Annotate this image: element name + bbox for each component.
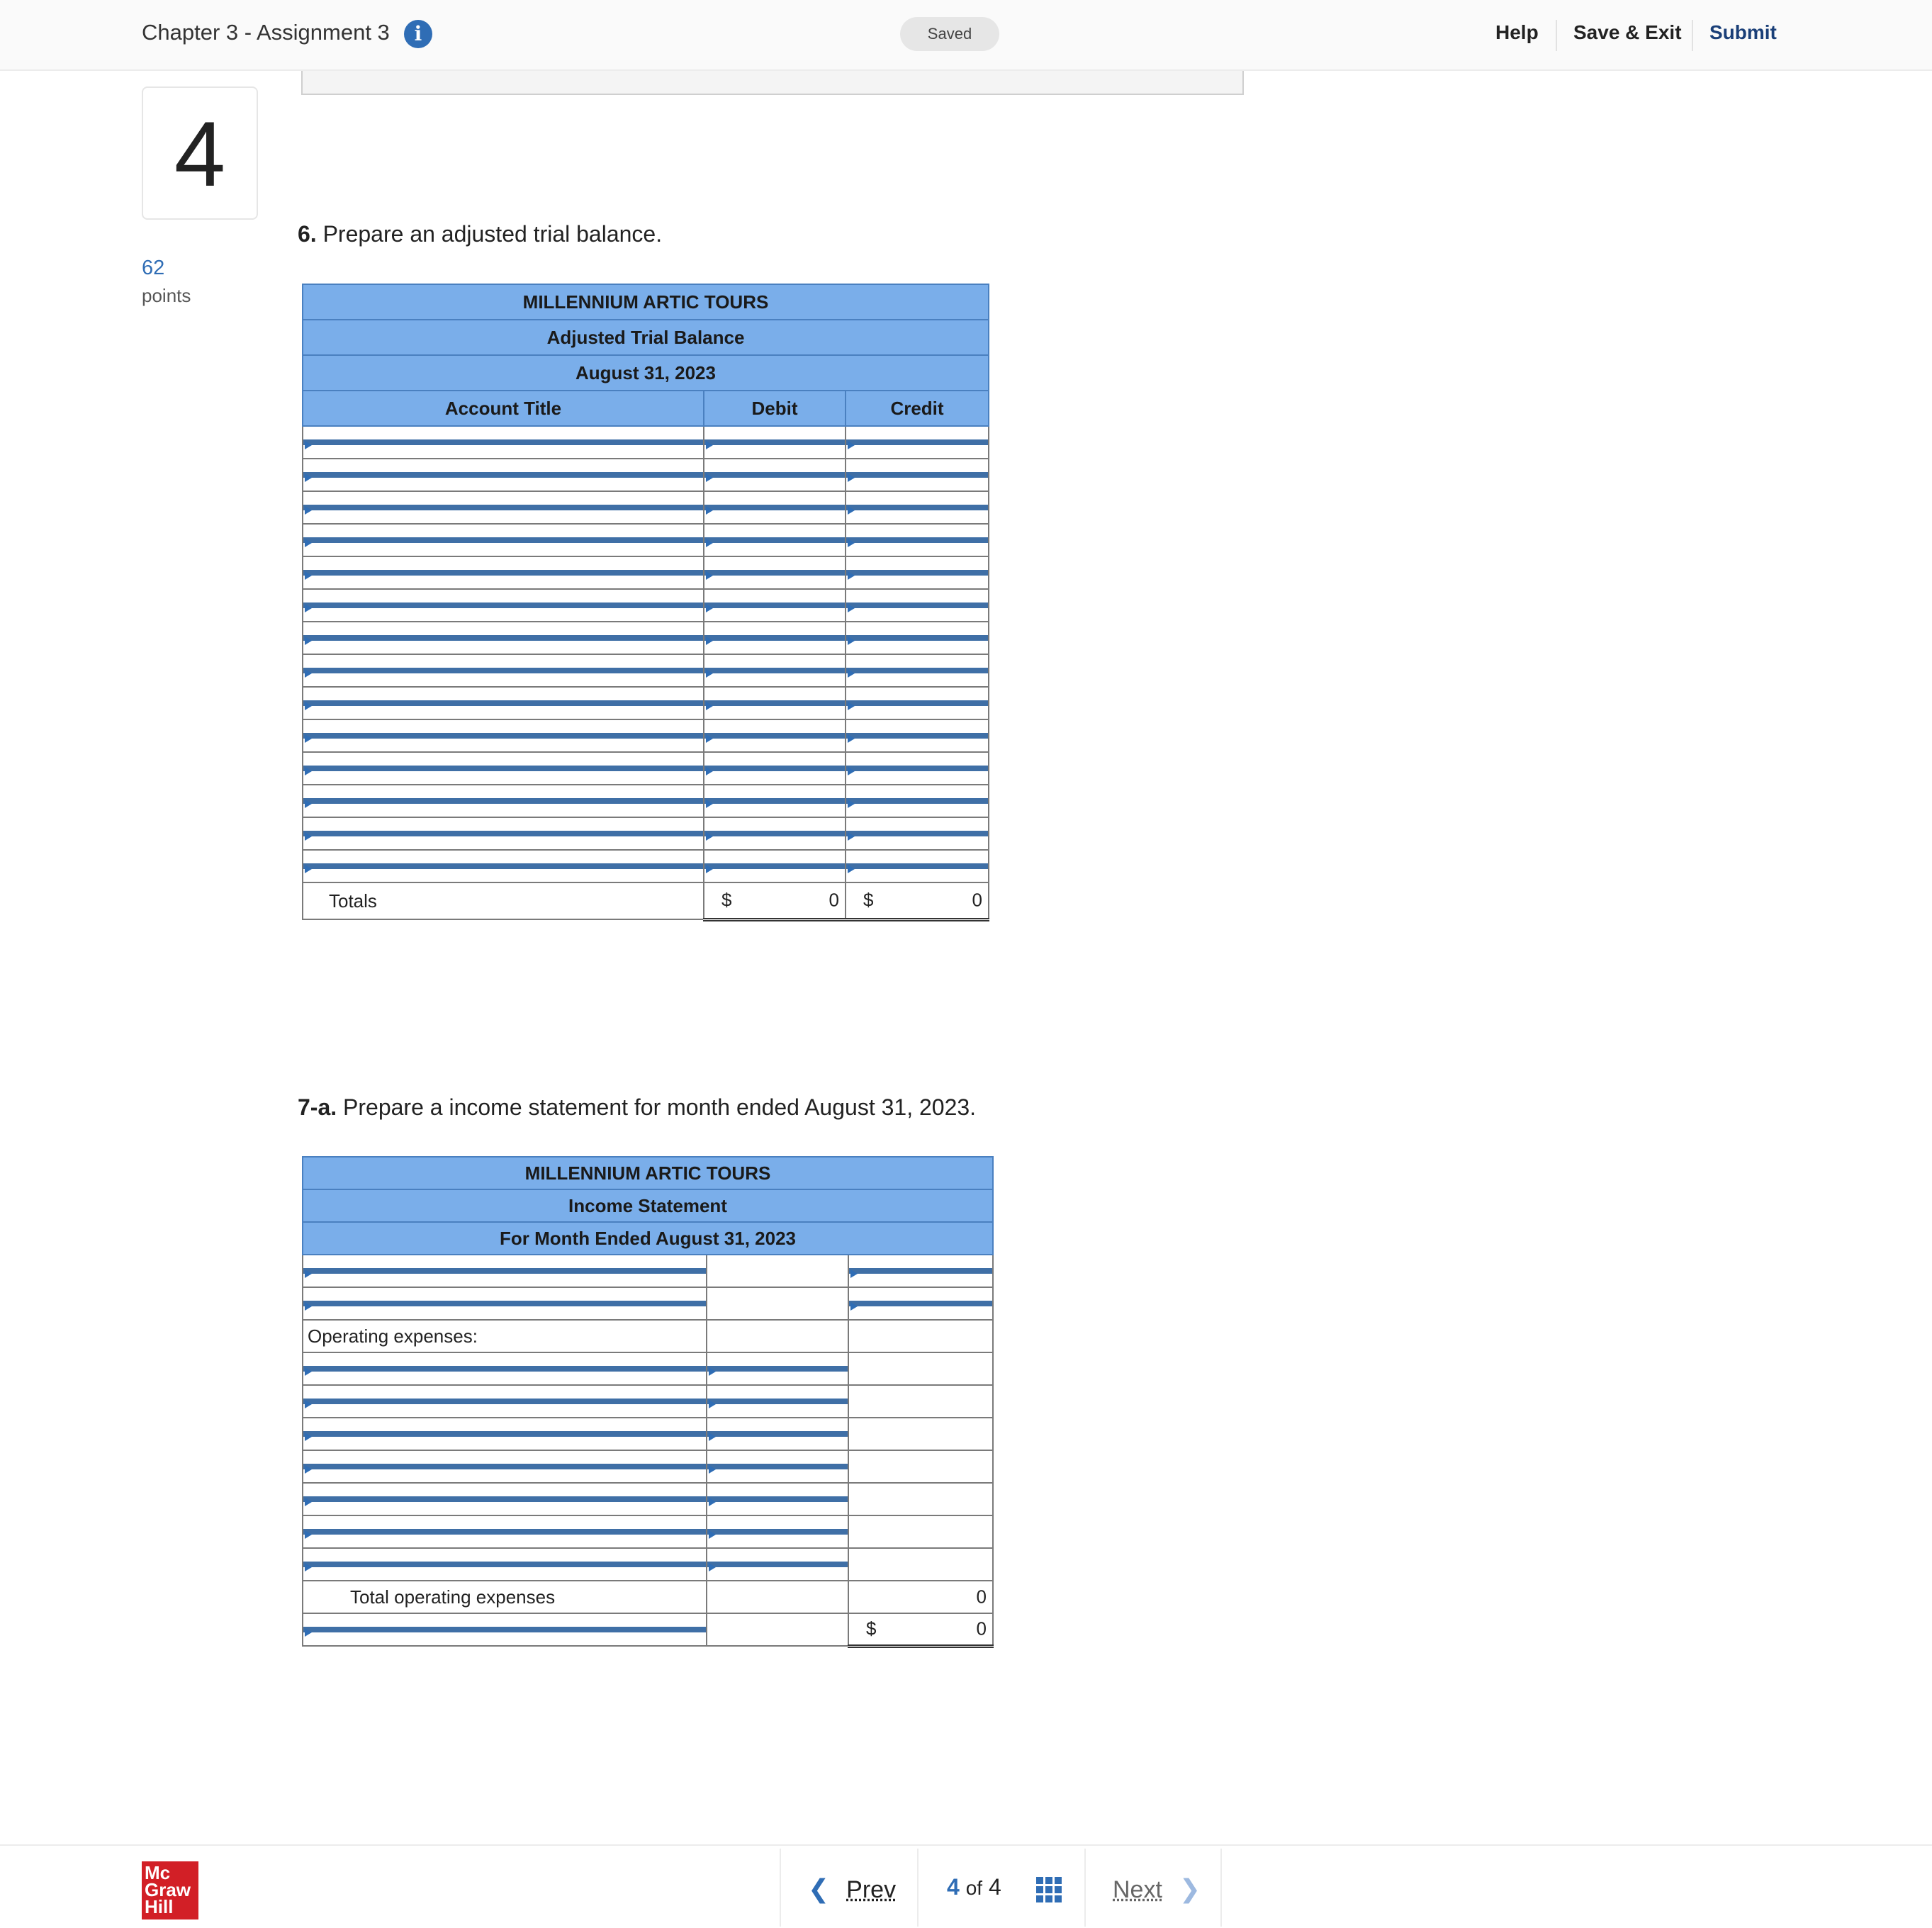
debit-input[interactable]	[704, 635, 845, 641]
expense-amount-input-cell	[707, 1385, 848, 1418]
account-title-input-cell	[303, 426, 704, 459]
debit-input[interactable]	[704, 602, 845, 608]
account-title-input[interactable]	[303, 537, 703, 543]
total-operating-expenses-value: 0	[976, 1586, 987, 1608]
account-title-input[interactable]	[303, 570, 703, 576]
empty-cell	[848, 1450, 993, 1483]
assignment-title: Chapter 3 - Assignment 3	[142, 20, 390, 45]
credit-input-cell	[846, 752, 989, 785]
credit-input-cell	[846, 459, 989, 491]
expense-title-input[interactable]	[303, 1496, 706, 1502]
debit-input[interactable]	[704, 570, 845, 576]
credit-input-cell	[846, 524, 989, 556]
table-row	[303, 1287, 993, 1320]
expense-amount-input-cell	[707, 1418, 848, 1450]
credit-input[interactable]	[846, 766, 988, 771]
expense-title-input-cell	[303, 1450, 707, 1483]
debit-input-cell	[704, 556, 846, 589]
account-title-input-cell	[303, 785, 704, 817]
account-title-input[interactable]	[303, 505, 703, 510]
table-row	[303, 1418, 993, 1450]
revenue-amount-input[interactable]	[849, 1268, 992, 1274]
net-income-label-input-cell	[303, 1613, 707, 1646]
submit-link[interactable]: Submit	[1709, 21, 1777, 43]
prev-button[interactable]	[808, 1874, 896, 1904]
credit-input[interactable]	[846, 831, 988, 836]
income-statement-table	[302, 1156, 994, 1648]
page-total: 4	[988, 1874, 1001, 1900]
net-income-currency: $	[866, 1618, 877, 1640]
col-account-title: Account Title	[303, 391, 704, 426]
credit-input[interactable]	[846, 668, 988, 673]
credit-input-cell	[846, 850, 989, 882]
logo-text: Hill	[145, 1896, 174, 1917]
debit-input-cell	[704, 459, 846, 491]
debit-input[interactable]	[704, 831, 845, 836]
expense-title-input-cell	[303, 1385, 707, 1418]
expense-amount-input-cell	[707, 1548, 848, 1581]
expense-amount-input-cell	[707, 1483, 848, 1515]
account-title-input-cell	[303, 589, 704, 622]
expense-amount-input[interactable]	[707, 1431, 848, 1437]
credit-input-cell	[846, 687, 989, 719]
credit-total: 0	[972, 889, 982, 911]
divider	[1220, 1849, 1222, 1927]
saved-status-badge: Saved	[900, 17, 999, 51]
empty-cell	[848, 1483, 993, 1515]
mcgraw-hill-logo	[142, 1861, 198, 1919]
adjusted-trial-balance-table	[302, 284, 989, 921]
table-row	[303, 1450, 993, 1483]
is-revenue-rows	[303, 1255, 993, 1320]
is-company-name: MILLENNIUM ARTIC TOURS	[303, 1157, 993, 1189]
empty-cell	[848, 1320, 993, 1352]
debit-input-cell	[704, 687, 846, 719]
expense-amount-input-cell	[707, 1515, 848, 1548]
account-title-input-cell	[303, 556, 704, 589]
table-row	[303, 1255, 993, 1287]
credit-input[interactable]	[846, 635, 988, 641]
account-title-input-cell	[303, 687, 704, 719]
next-label: Next	[1113, 1876, 1162, 1903]
debit-input[interactable]	[704, 439, 845, 445]
next-button[interactable]	[1113, 1874, 1201, 1904]
debit-input-cell	[704, 817, 846, 850]
tb-statement-title: Adjusted Trial Balance	[303, 320, 989, 355]
expense-amount-input[interactable]	[707, 1562, 848, 1567]
revenue-amount-input-cell	[848, 1255, 993, 1287]
account-title-input-cell	[303, 622, 704, 654]
expense-title-input-cell	[303, 1515, 707, 1548]
debit-input-cell	[704, 524, 846, 556]
help-link[interactable]: Help	[1495, 21, 1539, 43]
debit-input-cell	[704, 654, 846, 687]
credit-input[interactable]	[846, 505, 988, 510]
divider	[917, 1849, 919, 1927]
question-number: 4	[142, 86, 258, 220]
logo-text: Mc	[145, 1862, 171, 1883]
account-title-input[interactable]	[303, 733, 703, 739]
empty-cell	[707, 1581, 848, 1613]
account-title-input-cell	[303, 459, 704, 491]
debit-input[interactable]	[704, 537, 845, 543]
empty-cell	[707, 1255, 848, 1287]
is-statement-title: Income Statement	[303, 1189, 993, 1222]
account-title-input-cell	[303, 752, 704, 785]
account-title-input-cell	[303, 817, 704, 850]
credit-input-cell	[846, 785, 989, 817]
credit-input[interactable]	[846, 472, 988, 478]
expense-title-input[interactable]	[303, 1464, 706, 1469]
empty-cell	[848, 1385, 993, 1418]
chevron-right-icon: ❯	[1179, 1874, 1201, 1903]
debit-input[interactable]	[704, 798, 845, 804]
debit-input[interactable]	[704, 766, 845, 771]
debit-input-cell	[704, 719, 846, 752]
credit-input[interactable]	[846, 570, 988, 576]
part7a-prompt-text: Prepare a income statement for month ended August 31, 2023.	[337, 1094, 977, 1120]
table-row	[303, 654, 989, 687]
expense-title-input-cell	[303, 1418, 707, 1450]
expense-amount-input[interactable]	[707, 1464, 848, 1469]
table-row	[303, 1515, 993, 1548]
credit-input-cell	[846, 589, 989, 622]
revenue-title-input-cell	[303, 1287, 707, 1320]
credit-input[interactable]	[846, 602, 988, 608]
debit-input-cell	[704, 752, 846, 785]
account-title-input[interactable]	[303, 766, 703, 771]
account-title-input[interactable]	[303, 668, 703, 673]
account-title-input[interactable]	[303, 602, 703, 608]
debit-input-cell	[704, 589, 846, 622]
expense-amount-input[interactable]	[707, 1366, 848, 1372]
table-row	[303, 687, 989, 719]
expense-title-input[interactable]	[303, 1399, 706, 1404]
credit-input-cell	[846, 491, 989, 524]
account-title-input[interactable]	[303, 700, 703, 706]
debit-total: 0	[829, 889, 839, 911]
debit-input[interactable]	[704, 472, 845, 478]
expense-title-input[interactable]	[303, 1562, 706, 1567]
divider	[780, 1849, 781, 1927]
table-row	[303, 524, 989, 556]
table-row	[303, 817, 989, 850]
is-expense-rows	[303, 1352, 993, 1581]
account-title-input-cell	[303, 654, 704, 687]
grid-icon[interactable]	[1036, 1877, 1062, 1902]
page-current: 4	[947, 1874, 960, 1900]
account-title-input[interactable]	[303, 798, 703, 804]
divider	[1556, 20, 1557, 51]
revenue-title-input[interactable]	[303, 1268, 706, 1274]
chevron-left-icon: ❮	[808, 1874, 830, 1903]
expense-amount-input-cell	[707, 1352, 848, 1385]
table-row	[303, 426, 989, 459]
empty-cell	[848, 1418, 993, 1450]
empty-cell	[707, 1320, 848, 1352]
table-row	[303, 752, 989, 785]
account-title-input[interactable]	[303, 831, 703, 836]
table-row	[303, 1483, 993, 1515]
logo-text: Graw	[145, 1879, 191, 1900]
tb-input-rows	[303, 426, 989, 882]
save-exit-link[interactable]: Save & Exit	[1573, 21, 1682, 43]
credit-input-cell	[846, 817, 989, 850]
part6-prompt-number: 6.	[298, 221, 317, 247]
table-row	[303, 459, 989, 491]
debit-input-cell	[704, 785, 846, 817]
credit-currency: $	[863, 889, 874, 911]
points-label: points	[142, 285, 191, 306]
expense-amount-input[interactable]	[707, 1529, 848, 1535]
debit-input-cell	[704, 622, 846, 654]
credit-input-cell	[846, 556, 989, 589]
credit-total-cell	[846, 882, 989, 919]
empty-cell	[707, 1287, 848, 1320]
debit-input[interactable]	[704, 505, 845, 510]
table-row	[303, 1548, 993, 1581]
expense-title-input[interactable]	[303, 1366, 706, 1372]
credit-input-cell	[846, 654, 989, 687]
empty-cell	[707, 1613, 848, 1646]
total-operating-expenses-label: Total operating expenses	[303, 1581, 707, 1613]
credit-input[interactable]	[846, 700, 988, 706]
part7a-prompt-number: 7-a.	[298, 1094, 337, 1120]
footer-bar	[0, 1844, 1932, 1928]
debit-currency: $	[721, 889, 732, 911]
credit-input[interactable]	[846, 863, 988, 869]
debit-input-cell	[704, 850, 846, 882]
debit-total-cell	[704, 882, 846, 919]
operating-expenses-label: Operating expenses:	[303, 1320, 707, 1352]
page-indicator	[947, 1874, 1001, 1900]
part6-prompt-text: Prepare an adjusted trial balance.	[316, 221, 663, 247]
divider	[1084, 1849, 1086, 1927]
credit-input[interactable]	[846, 439, 988, 445]
net-income-value: 0	[976, 1618, 987, 1640]
is-period: For Month Ended August 31, 2023	[303, 1222, 993, 1255]
totals-label: Totals	[303, 882, 704, 919]
account-title-input-cell	[303, 850, 704, 882]
part6-prompt	[298, 221, 662, 247]
expense-title-input-cell	[303, 1483, 707, 1515]
revenue-amount-input[interactable]	[849, 1301, 992, 1306]
col-debit: Debit	[704, 391, 846, 426]
table-row	[303, 1385, 993, 1418]
credit-input[interactable]	[846, 537, 988, 543]
expense-title-input[interactable]	[303, 1529, 706, 1535]
col-credit: Credit	[846, 391, 989, 426]
debit-input[interactable]	[704, 668, 845, 673]
points-value: 62	[142, 257, 165, 279]
credit-input-cell	[846, 426, 989, 459]
net-income-cell	[848, 1613, 993, 1646]
page-of: of	[965, 1877, 983, 1899]
credit-input[interactable]	[846, 733, 988, 739]
revenue-amount-input-cell	[848, 1287, 993, 1320]
credit-input-cell	[846, 719, 989, 752]
expense-title-input-cell	[303, 1548, 707, 1581]
info-icon[interactable]: i	[404, 20, 432, 48]
net-income-label-input[interactable]	[303, 1627, 706, 1632]
expense-title-input-cell	[303, 1352, 707, 1385]
account-title-input[interactable]	[303, 439, 703, 445]
credit-input[interactable]	[846, 798, 988, 804]
empty-cell	[848, 1352, 993, 1385]
empty-cell	[848, 1515, 993, 1548]
top-bar	[0, 0, 1932, 71]
previous-content-box	[301, 71, 1244, 95]
credit-input-cell	[846, 622, 989, 654]
expense-title-input[interactable]	[303, 1431, 706, 1437]
expense-amount-input[interactable]	[707, 1496, 848, 1502]
debit-input[interactable]	[704, 700, 845, 706]
debit-input[interactable]	[704, 863, 845, 869]
prev-label: Prev	[846, 1876, 897, 1903]
account-title-input-cell	[303, 491, 704, 524]
account-title-input[interactable]	[303, 472, 703, 478]
total-operating-expenses-cell	[848, 1581, 993, 1613]
account-title-input-cell	[303, 524, 704, 556]
table-row	[303, 1352, 993, 1385]
account-title-input[interactable]	[303, 635, 703, 641]
tb-company-name: MILLENNIUM ARTIC TOURS	[303, 284, 989, 320]
table-row	[303, 850, 989, 882]
table-row	[303, 491, 989, 524]
table-row	[303, 622, 989, 654]
table-row	[303, 785, 989, 817]
tb-date: August 31, 2023	[303, 355, 989, 391]
debit-input-cell	[704, 426, 846, 459]
account-title-input-cell	[303, 719, 704, 752]
expense-amount-input-cell	[707, 1450, 848, 1483]
debit-input[interactable]	[704, 733, 845, 739]
expense-amount-input[interactable]	[707, 1399, 848, 1404]
revenue-title-input[interactable]	[303, 1301, 706, 1306]
table-row	[303, 556, 989, 589]
revenue-title-input-cell	[303, 1255, 707, 1287]
divider	[1692, 20, 1693, 51]
table-row	[303, 589, 989, 622]
account-title-input[interactable]	[303, 863, 703, 869]
table-row	[303, 719, 989, 752]
debit-input-cell	[704, 491, 846, 524]
part7a-prompt	[298, 1094, 976, 1121]
empty-cell	[848, 1548, 993, 1581]
